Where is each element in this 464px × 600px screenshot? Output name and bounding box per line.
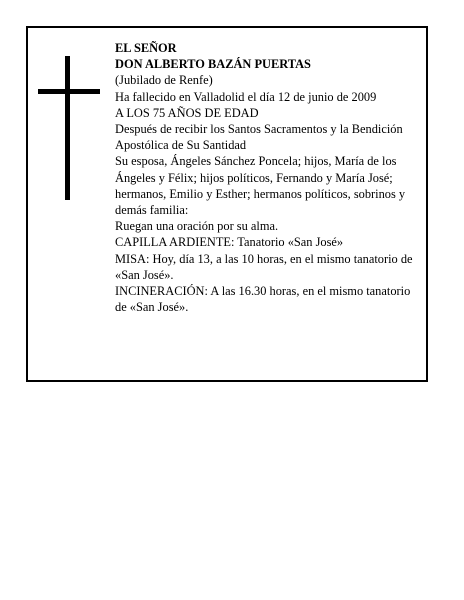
notice-title: EL SEÑOR [115, 41, 177, 55]
mass-info: MISA: Hoy, día 13, a las 10 horas, en el mismo tanatorio de «San José». [115, 251, 413, 282]
prayer-request: Ruegan una oración por su alma. [115, 219, 279, 234]
obituary-notice [26, 26, 428, 382]
notice-text [115, 40, 415, 315]
deceased-name: DON ALBERTO BAZÁN PUERTAS [115, 57, 311, 72]
cross-horizontal-bar [38, 89, 100, 94]
family-members: Su esposa, Ángeles Sánchez Poncela; hijos, María de los Ángeles y Félix; hijos políticos, Fernando y María José; hermanos, Emilio y Esther; hermanos políticos, sobrinos y demás familia: [115, 154, 406, 218]
cross-vertical-bar [65, 56, 70, 200]
death-statement: Ha fallecido en Valladolid el día 12 de junio de 2009 [115, 89, 377, 104]
chapel-info: CAPILLA ARDIENTE: Tanatorio «San José» [115, 235, 344, 250]
cremation-info: INCINERACIÓN: A las 16.30 horas, en el mismo tanatorio de «San José». [115, 284, 411, 315]
age-at-death: A LOS 75 AÑOS DE EDAD [115, 105, 259, 120]
cross-icon [38, 56, 100, 200]
deceased-occupation: (Jubilado de Renfe) [115, 73, 213, 88]
sacraments-statement: Después de recibir los Santos Sacramentos y la Bendición Apostólica de Su Santidad [115, 122, 403, 153]
